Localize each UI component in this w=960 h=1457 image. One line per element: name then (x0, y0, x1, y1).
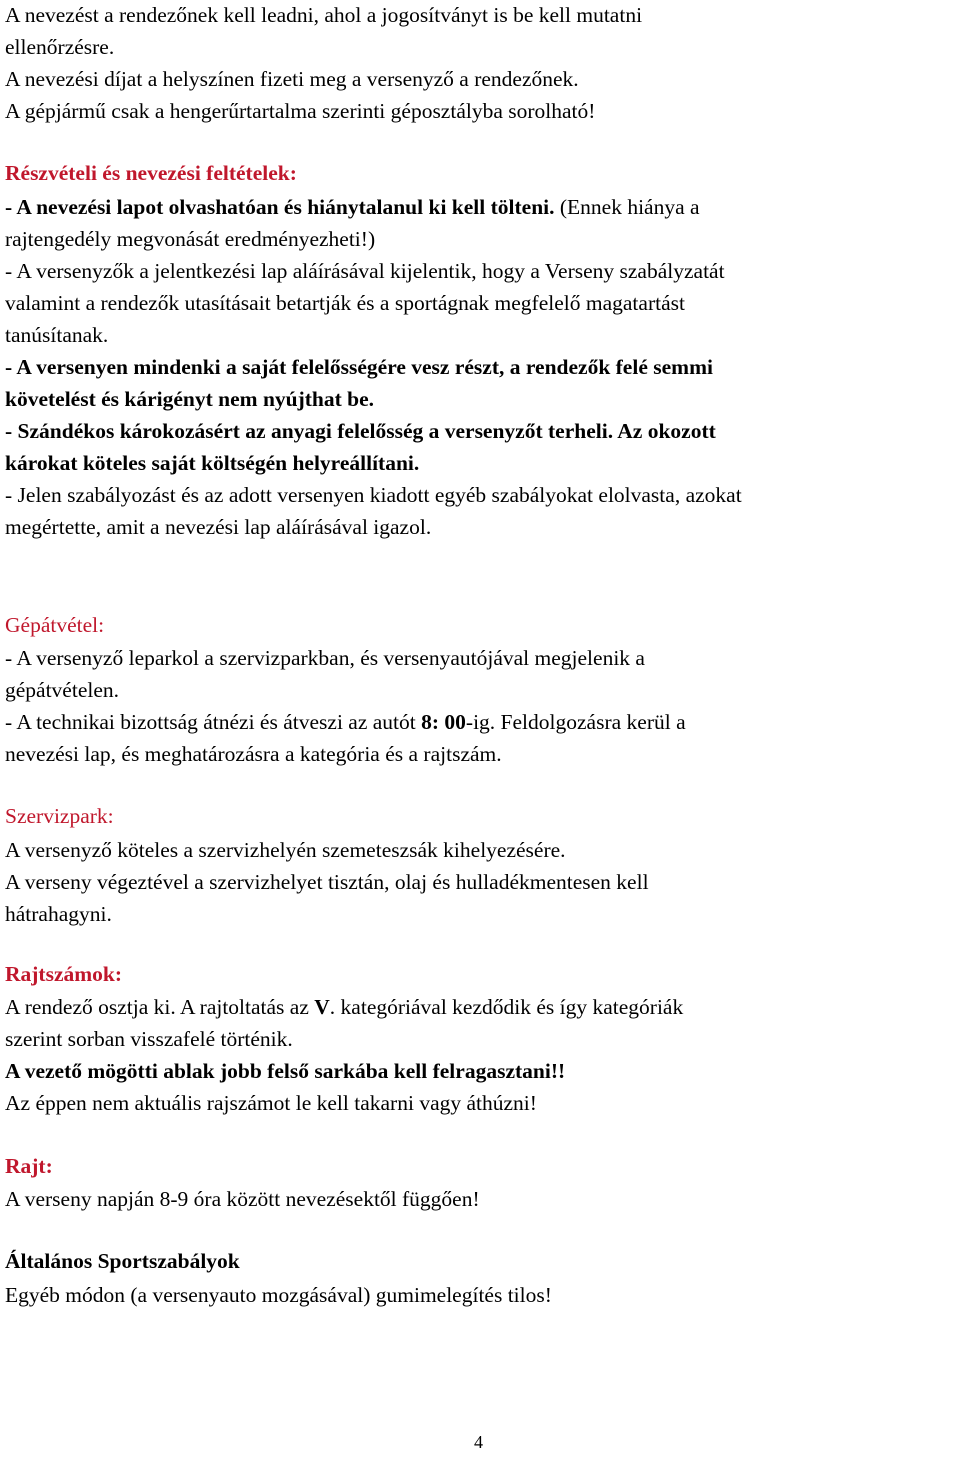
rule-line: megértette, amit a nevezési lap aláírásával igazol. (5, 515, 432, 539)
intro-line: ellenőrzésre. (5, 35, 115, 59)
rule-text: (Ennek hiánya a (554, 195, 700, 219)
inspection-time: 8: 00 (421, 710, 466, 734)
rule-line-bold: követelést és kárigényt nem nyújthat be. (5, 387, 375, 411)
rule-line-bold: - A versenyen mindenki a saját felelősségére vesz részt, a rendezők felé semmi (5, 355, 713, 379)
service-line: A versenyző köteles a szervizhelyén szemeteszsák kihelyezésére. (5, 838, 566, 862)
numbers-text: . kategóriával kezdődik és így kategóriák (329, 995, 684, 1019)
general-line: Egyéb módon (a versenyauto mozgásával) gumimelegítés tilos! (5, 1283, 552, 1307)
rule-line-bold: károkat köteles saját költségén helyreállítani. (5, 451, 420, 475)
service-line: hátrahagyni. (5, 902, 112, 926)
rule-line: - A versenyzők a jelentkezési lap aláírásával kijelentik, hogy a Verseny szabályzatát (5, 259, 725, 283)
numbers-line (5, 992, 683, 1022)
intro-line: A nevezési díjat a helyszínen fizeti meg a versenyző a rendezőnek. (5, 67, 579, 91)
inspection-text: -ig. Feldolgozásra kerül a (465, 710, 686, 734)
rule-line: tanúsítanak. (5, 323, 109, 347)
rule-line (5, 224, 375, 254)
inspection-text: - A technikai bizottság átnézi és átveszi az autót (5, 710, 422, 734)
rule-line: valamint a rendezők utasításait betartják és a sportágnak megfelelő magatartást (5, 291, 685, 315)
rule-text: rajtengedély megvonását eredményezheti! (5, 227, 368, 251)
rule-line (5, 192, 700, 222)
section-heading-service: Szervizpark: (5, 804, 114, 828)
intro-line: A gépjármű csak a hengerűrtartalma szerinti géposztályba sorolható! (5, 99, 596, 123)
section-heading-inspection: Gépátvétel: (5, 613, 105, 637)
inspection-line: nevezési lap, és meghatározásra a kategória és a rajtszám. (5, 742, 502, 766)
rule-line: - Jelen szabályozást és az adott versenyen kiadott egyéb szabályokat elolvasta, azokat (5, 483, 742, 507)
numbers-line: szerint sorban visszafelé történik. (5, 1027, 293, 1051)
section-heading-numbers: Rajtszámok: (5, 962, 123, 986)
rule-line-bold: - Szándékos károkozásért az anyagi felelősség a versenyzőt terheli. Az okozott (5, 419, 716, 443)
rule-bold-text: - A nevezési lapot olvashatóan és hiánytalanul ki kell tölteni. (5, 195, 555, 219)
page-number: 4 (474, 1432, 483, 1452)
service-line: A verseny végeztével a szervizhelyet tisztán, olaj és hulladékmentesen kell (5, 870, 649, 894)
numbers-category: V (314, 995, 330, 1019)
numbers-line: Az éppen nem aktuális rajszámot le kell takarni vagy áthúzni! (5, 1091, 537, 1115)
inspection-line: gépátvételen. (5, 678, 120, 702)
numbers-line-bold: A vezető mögötti ablak jobb felső sarkába kell felragasztani!! (5, 1059, 566, 1083)
inspection-line (5, 707, 686, 737)
numbers-text: A rendező osztja ki. A rajtoltatás az (5, 995, 315, 1019)
intro-line: A nevezést a rendezőnek kell leadni, ahol a jogosítványt is be kell mutatni (5, 3, 643, 27)
inspection-line: - A versenyző leparkol a szervizparkban, és versenyautójával megjelenik a (5, 646, 645, 670)
section-heading-start: Rajt: (5, 1154, 53, 1178)
rule-text: ) (367, 227, 376, 251)
section-heading-general: Általános Sportszabályok (5, 1249, 240, 1273)
section-heading-participation: Részvételi és nevezési feltételek: (5, 161, 297, 185)
start-line: A verseny napján 8-9 óra között nevezésektől függően! (5, 1187, 480, 1211)
